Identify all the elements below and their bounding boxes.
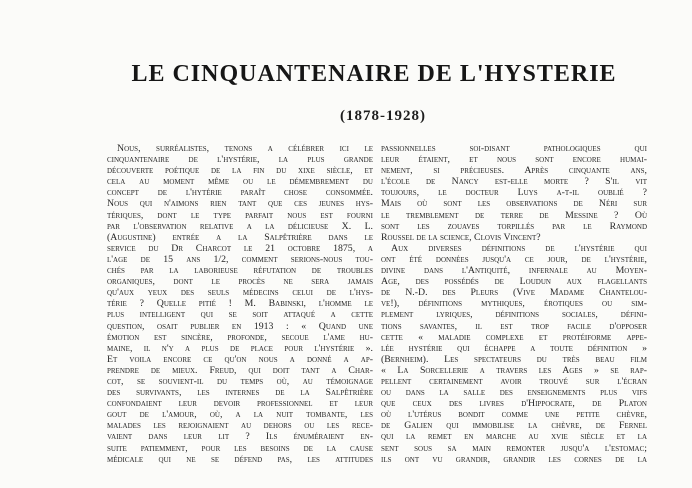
text-line: de N.-D. des Pleurs (Vive Madame Chantelou- <box>381 287 647 299</box>
text-line: cela au moment même ou le démembrement du <box>107 176 373 188</box>
text-line: service du Dr Charcot le 21 octobre 1875, a <box>107 242 373 254</box>
text-line: où l'utérus bondit comme une petite chèvre, <box>381 409 647 421</box>
text-line: organiques, dont le procès ne sera jamais <box>107 276 373 288</box>
text-line: Mais où sont les observations de Néri sur <box>381 198 647 210</box>
text-line: ils ont vu grandir, grandir les cornes de la <box>381 453 647 465</box>
text-line: Roussel de la science, Clovis Vincent? <box>381 231 541 243</box>
text-line: émotion est sincère, profonde, secoue l'ame hu- <box>107 331 373 343</box>
text-line: le tremblement de terre de Messine ? Où <box>381 209 647 221</box>
text-line: (Bernheim). Les spectateurs du très beau film <box>381 353 647 365</box>
text-line: prendre de mieux. Freud, qui doit tant a Char- <box>107 364 373 376</box>
text-line: vaient dans leur lit ? Ils énuméraient en- <box>107 431 373 443</box>
text-line: ont été données jusqu'a ce jour, de l'hystérie, <box>381 253 647 265</box>
text-line: Nous qui n'aimons rien tant que ces jeunes hys- <box>107 198 373 210</box>
text-line: gout de l'amour, où, a la nuit tombante, les <box>107 409 373 421</box>
text-line: plement lyriques, définitions sociales, défini- <box>381 309 647 321</box>
text-line: nement, si précieuses. Après cinquante ans, <box>381 165 647 177</box>
left-column <box>107 143 373 465</box>
text-line: lée hystérie qui échappe a toute définition » <box>381 342 647 354</box>
text-line: (Augustine) entrée a la Salpêtrière dans le <box>107 231 373 243</box>
right-column <box>381 143 647 465</box>
text-line: suite patiemment, pour les besoins de la cause <box>107 442 373 454</box>
text-line: l'école de Nancy est-elle morte ? S'il vit <box>381 176 647 188</box>
text-line: question, osait publier en 1913 : « Quand une <box>107 320 373 332</box>
text-line: concept de l'hytérie paraît chose consommée. <box>107 187 373 199</box>
text-line: ve!), définitions mythiques, érotiques ou sim- <box>381 298 647 310</box>
text-line: de Galien qui immobilise la chèvre, de Fernel <box>381 420 647 432</box>
article-title: LE CINQUANTENAIRE DE L'HYSTERIE <box>131 61 617 87</box>
text-line: par l'observation relative a la délicieuse X. L. <box>107 220 373 232</box>
text-line: « La Sorcellerie a travers les Ages » se rap- <box>381 364 647 376</box>
text-line: cinquantenaire de l'hystérie, la plus grande <box>107 154 373 166</box>
text-line: pellent certainement avoir trouvé sur l'écran <box>381 375 647 387</box>
text-line: Aux diverses définitions de l'hystérie qui <box>391 242 647 254</box>
text-line: l'age de 15 ans 1/2, comment serions-nous tou- <box>107 253 373 265</box>
text-line: Age, des possédés de Loudun aux flagellants <box>381 276 647 288</box>
text-line: confondaient leur devoir professionnel et leur <box>107 398 373 410</box>
article-subtitle: (1878-1928) <box>340 108 426 124</box>
text-line: divine dans l'Antiquité, infernale au Moyen- <box>381 265 647 277</box>
text-line: Nous, surréalistes, tenons a célébrer ici le <box>117 143 373 154</box>
text-line: tions savantes, il est trop facile d'opposer <box>381 320 647 332</box>
text-line: malades les rejoignaient au dehors ou les rece- <box>107 420 373 432</box>
text-line: térie ? Quelle pitié ! M. Babinski, l'homme le <box>107 298 373 310</box>
text-line: sent sous sa main remonter jusqu'a l'estomac; <box>381 442 647 454</box>
text-line: cette « maladie complexe et protéiforme appe- <box>381 331 647 343</box>
text-line: que ceux des livres d'Hippocrate, de Platon <box>381 398 647 410</box>
text-line: Et voila encore ce qu'on nous a donné a ap- <box>107 353 373 365</box>
text-line: maine, il n'y a plus de place pour l'hystérie ». <box>107 342 373 354</box>
text-line: découverte poétique de la fin du xixe siècle, et <box>107 165 373 177</box>
text-line: tériques, dont le type parfait nous est fourni <box>107 209 373 221</box>
text-line: cot, se souvient-il du temps où, au témoignage <box>107 375 373 387</box>
text-line: qu'aux yeux des seuls médecins celui de l'hys- <box>107 287 373 299</box>
text-line: ou dans la salle des enseignements plus vifs <box>381 387 647 399</box>
text-line: toujours, le docteur Luys a-t-il oublié ? <box>381 187 647 199</box>
text-line: des survivants, les internes de la Salpêtrière <box>107 387 373 399</box>
text-line: leur étaient, et nous sont encore humai- <box>381 154 647 166</box>
text-line: qui la remet en marche au xvie siècle et la <box>381 431 647 443</box>
text-line: médicale qui ne se défend pas, les attitudes <box>107 453 373 465</box>
text-line: chés par la laborieuse réfutation de troubles <box>107 265 373 277</box>
text-line: plus intelligent qui se soit attaqué a cette <box>107 309 373 321</box>
text-line: passionnelles soi-disant pathologiques qui <box>381 143 647 154</box>
text-line: sont les zouaves torpillés par le Raymond <box>381 220 647 232</box>
